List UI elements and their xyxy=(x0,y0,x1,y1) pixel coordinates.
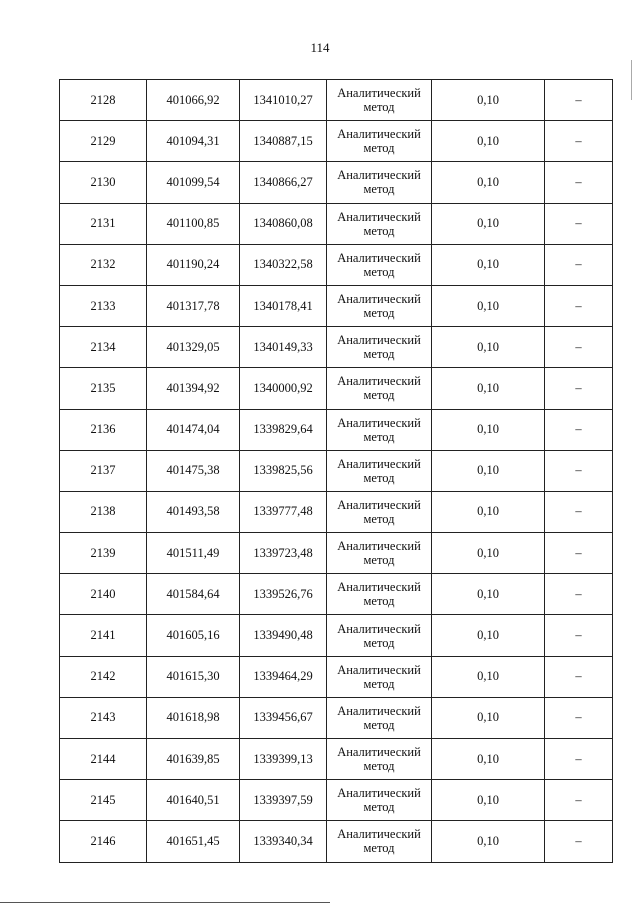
coordinates-table xyxy=(59,79,613,863)
method-line-1: Аналитический xyxy=(337,662,421,677)
note-cell: – xyxy=(545,327,613,368)
method-cell xyxy=(327,697,432,738)
method-line-2: метод xyxy=(363,635,395,650)
accuracy-cell: 0,10 xyxy=(432,656,545,697)
note-cell: – xyxy=(545,656,613,697)
point-number-cell: 2137 xyxy=(60,450,147,491)
table-row xyxy=(60,368,613,409)
x-coordinate-cell: 401640,51 xyxy=(147,780,240,821)
note-cell: – xyxy=(545,409,613,450)
method-line-1: Аналитический xyxy=(337,786,421,801)
method-cell xyxy=(327,574,432,615)
note-cell: – xyxy=(545,697,613,738)
point-number-cell: 2138 xyxy=(60,491,147,532)
x-coordinate-cell: 401584,64 xyxy=(147,574,240,615)
y-coordinate-cell: 1339464,29 xyxy=(240,656,327,697)
method-cell xyxy=(327,450,432,491)
x-coordinate-cell: 401066,92 xyxy=(147,80,240,121)
note-cell: – xyxy=(545,739,613,780)
method-cell xyxy=(327,739,432,780)
method-line-1: Аналитический xyxy=(337,333,421,348)
note-cell: – xyxy=(545,80,613,121)
method-line-1: Аналитический xyxy=(337,497,421,512)
method-line-2: метод xyxy=(363,676,395,691)
method-line-2: метод xyxy=(363,800,395,815)
x-coordinate-cell: 401094,31 xyxy=(147,121,240,162)
accuracy-cell: 0,10 xyxy=(432,533,545,574)
method-line-2: метод xyxy=(363,594,395,609)
accuracy-cell: 0,10 xyxy=(432,450,545,491)
y-coordinate-cell: 1339397,59 xyxy=(240,780,327,821)
method-line-2: метод xyxy=(363,100,395,115)
method-line-1: Аналитический xyxy=(337,621,421,636)
y-coordinate-cell: 1340866,27 xyxy=(240,162,327,203)
x-coordinate-cell: 401190,24 xyxy=(147,244,240,285)
accuracy-cell: 0,10 xyxy=(432,697,545,738)
accuracy-cell: 0,10 xyxy=(432,80,545,121)
accuracy-cell: 0,10 xyxy=(432,574,545,615)
note-cell: – xyxy=(545,780,613,821)
x-coordinate-cell: 401317,78 xyxy=(147,285,240,326)
point-number-cell: 2141 xyxy=(60,615,147,656)
table-row xyxy=(60,697,613,738)
x-coordinate-cell: 401639,85 xyxy=(147,739,240,780)
point-number-cell: 2146 xyxy=(60,821,147,862)
method-line-1: Аналитический xyxy=(337,580,421,595)
method-cell xyxy=(327,368,432,409)
method-line-1: Аналитический xyxy=(337,292,421,307)
method-line-1: Аналитический xyxy=(337,374,421,389)
note-cell: – xyxy=(545,450,613,491)
method-line-2: метод xyxy=(363,429,395,444)
y-coordinate-cell: 1340149,33 xyxy=(240,327,327,368)
y-coordinate-cell: 1339723,48 xyxy=(240,533,327,574)
table-row xyxy=(60,533,613,574)
table-row xyxy=(60,80,613,121)
table-row xyxy=(60,121,613,162)
point-number-cell: 2144 xyxy=(60,739,147,780)
method-line-2: метод xyxy=(363,223,395,238)
table-row xyxy=(60,656,613,697)
y-coordinate-cell: 1339777,48 xyxy=(240,491,327,532)
note-cell: – xyxy=(545,615,613,656)
method-line-1: Аналитический xyxy=(337,539,421,554)
table-row xyxy=(60,244,613,285)
accuracy-cell: 0,10 xyxy=(432,162,545,203)
method-cell xyxy=(327,162,432,203)
y-coordinate-cell: 1340000,92 xyxy=(240,368,327,409)
point-number-cell: 2132 xyxy=(60,244,147,285)
accuracy-cell: 0,10 xyxy=(432,615,545,656)
accuracy-cell: 0,10 xyxy=(432,739,545,780)
method-line-1: Аналитический xyxy=(337,415,421,430)
method-cell xyxy=(327,285,432,326)
table-row xyxy=(60,203,613,244)
point-number-cell: 2128 xyxy=(60,80,147,121)
method-cell xyxy=(327,244,432,285)
method-line-1: Аналитический xyxy=(337,86,421,101)
method-cell xyxy=(327,821,432,862)
x-coordinate-cell: 401394,92 xyxy=(147,368,240,409)
method-cell xyxy=(327,656,432,697)
note-cell: – xyxy=(545,285,613,326)
method-line-2: метод xyxy=(363,264,395,279)
y-coordinate-cell: 1339829,64 xyxy=(240,409,327,450)
method-line-1: Аналитический xyxy=(337,456,421,471)
y-coordinate-cell: 1339526,76 xyxy=(240,574,327,615)
method-cell xyxy=(327,491,432,532)
method-cell xyxy=(327,615,432,656)
table-row xyxy=(60,491,613,532)
bottom-rule xyxy=(0,902,330,903)
table-body xyxy=(60,80,613,863)
method-line-2: метод xyxy=(363,388,395,403)
x-coordinate-cell: 401475,38 xyxy=(147,450,240,491)
y-coordinate-cell: 1340322,58 xyxy=(240,244,327,285)
point-number-cell: 2130 xyxy=(60,162,147,203)
y-coordinate-cell: 1339399,13 xyxy=(240,739,327,780)
point-number-cell: 2139 xyxy=(60,533,147,574)
method-line-2: метод xyxy=(363,141,395,156)
method-cell xyxy=(327,409,432,450)
point-number-cell: 2143 xyxy=(60,697,147,738)
method-line-2: метод xyxy=(363,306,395,321)
table-row xyxy=(60,821,613,862)
note-cell: – xyxy=(545,491,613,532)
table-row xyxy=(60,574,613,615)
method-line-2: метод xyxy=(363,553,395,568)
y-coordinate-cell: 1339490,48 xyxy=(240,615,327,656)
method-cell xyxy=(327,121,432,162)
x-coordinate-cell: 401618,98 xyxy=(147,697,240,738)
table-row xyxy=(60,739,613,780)
y-coordinate-cell: 1339456,67 xyxy=(240,697,327,738)
table-row xyxy=(60,327,613,368)
point-number-cell: 2140 xyxy=(60,574,147,615)
method-line-1: Аналитический xyxy=(337,168,421,183)
x-coordinate-cell: 401493,58 xyxy=(147,491,240,532)
point-number-cell: 2142 xyxy=(60,656,147,697)
method-line-1: Аналитический xyxy=(337,827,421,842)
x-coordinate-cell: 401329,05 xyxy=(147,327,240,368)
method-cell xyxy=(327,780,432,821)
accuracy-cell: 0,10 xyxy=(432,285,545,326)
method-line-1: Аналитический xyxy=(337,127,421,142)
method-line-2: метод xyxy=(363,717,395,732)
table-row xyxy=(60,450,613,491)
table-row xyxy=(60,780,613,821)
table-row xyxy=(60,615,613,656)
method-line-2: метод xyxy=(363,841,395,856)
note-cell: – xyxy=(545,203,613,244)
page-number: 114 xyxy=(310,40,330,55)
x-coordinate-cell: 401615,30 xyxy=(147,656,240,697)
point-number-cell: 2129 xyxy=(60,121,147,162)
note-cell: – xyxy=(545,574,613,615)
point-number-cell: 2131 xyxy=(60,203,147,244)
y-coordinate-cell: 1339340,34 xyxy=(240,821,327,862)
y-coordinate-cell: 1339825,56 xyxy=(240,450,327,491)
note-cell: – xyxy=(545,533,613,574)
table-row xyxy=(60,162,613,203)
note-cell: – xyxy=(545,368,613,409)
point-number-cell: 2135 xyxy=(60,368,147,409)
method-line-1: Аналитический xyxy=(337,209,421,224)
table-row xyxy=(60,285,613,326)
note-cell: – xyxy=(545,244,613,285)
table-row xyxy=(60,409,613,450)
method-line-1: Аналитический xyxy=(337,703,421,718)
method-line-2: метод xyxy=(363,347,395,362)
note-cell: – xyxy=(545,162,613,203)
y-coordinate-cell: 1340887,15 xyxy=(240,121,327,162)
x-coordinate-cell: 401099,54 xyxy=(147,162,240,203)
point-number-cell: 2145 xyxy=(60,780,147,821)
point-number-cell: 2136 xyxy=(60,409,147,450)
method-line-1: Аналитический xyxy=(337,745,421,760)
method-cell xyxy=(327,203,432,244)
accuracy-cell: 0,10 xyxy=(432,409,545,450)
method-line-1: Аналитический xyxy=(337,250,421,265)
method-cell xyxy=(327,327,432,368)
accuracy-cell: 0,10 xyxy=(432,821,545,862)
scan-edge-mark xyxy=(631,60,632,100)
accuracy-cell: 0,10 xyxy=(432,368,545,409)
method-line-2: метод xyxy=(363,759,395,774)
accuracy-cell: 0,10 xyxy=(432,121,545,162)
y-coordinate-cell: 1340860,08 xyxy=(240,203,327,244)
point-number-cell: 2133 xyxy=(60,285,147,326)
accuracy-cell: 0,10 xyxy=(432,780,545,821)
y-coordinate-cell: 1340178,41 xyxy=(240,285,327,326)
note-cell: – xyxy=(545,121,613,162)
method-line-2: метод xyxy=(363,511,395,526)
note-cell: – xyxy=(545,821,613,862)
x-coordinate-cell: 401474,04 xyxy=(147,409,240,450)
accuracy-cell: 0,10 xyxy=(432,203,545,244)
x-coordinate-cell: 401651,45 xyxy=(147,821,240,862)
accuracy-cell: 0,10 xyxy=(432,244,545,285)
method-cell xyxy=(327,80,432,121)
x-coordinate-cell: 401605,16 xyxy=(147,615,240,656)
y-coordinate-cell: 1341010,27 xyxy=(240,80,327,121)
method-line-2: метод xyxy=(363,470,395,485)
x-coordinate-cell: 401511,49 xyxy=(147,533,240,574)
accuracy-cell: 0,10 xyxy=(432,327,545,368)
method-line-2: метод xyxy=(363,182,395,197)
point-number-cell: 2134 xyxy=(60,327,147,368)
accuracy-cell: 0,10 xyxy=(432,491,545,532)
x-coordinate-cell: 401100,85 xyxy=(147,203,240,244)
method-cell xyxy=(327,533,432,574)
